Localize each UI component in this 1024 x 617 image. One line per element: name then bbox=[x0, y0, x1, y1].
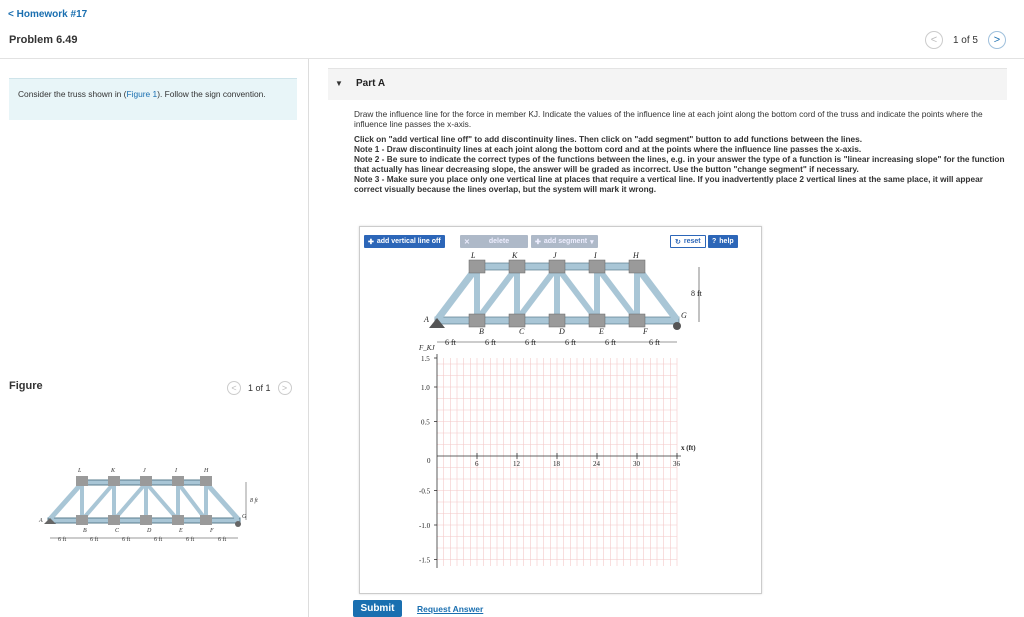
x-tick-12: 12 bbox=[513, 460, 520, 468]
submit-button[interactable]: Submit bbox=[353, 600, 402, 617]
roller-support bbox=[673, 322, 681, 330]
note-3: Note 3 - Make sure you place only one vertical line at places that require a vertical line. If you inadvertently place 2 vertical lines at the same place, it will appear correct visually because the lines overlap, but the system will mark it wrong. bbox=[354, 174, 983, 194]
figure-pager-text: 1 of 1 bbox=[248, 383, 271, 393]
part-instructions bbox=[354, 109, 1008, 194]
label-A: A bbox=[424, 315, 429, 324]
next-problem-button[interactable]: > bbox=[988, 31, 1006, 49]
intro-text-after: ). Follow the sign convention. bbox=[157, 89, 266, 99]
truss-and-graph bbox=[415, 250, 715, 575]
fig-label-E: E bbox=[179, 528, 183, 534]
part-intro-text: Draw the influence line for the force in member KJ. Indicate the values of the influence line at each joint along the bottom cord of the truss and indicate the points where the influence line passes the x-axis. bbox=[354, 109, 983, 129]
plus-icon: ✚ bbox=[535, 238, 541, 246]
part-a-header[interactable] bbox=[328, 68, 1007, 100]
span-label-2: 6 ft bbox=[485, 338, 496, 347]
x-tick-18: 18 bbox=[553, 460, 560, 468]
figure-title: Figure bbox=[9, 380, 43, 392]
next-figure-button[interactable]: > bbox=[278, 381, 292, 395]
label-J: J bbox=[553, 251, 557, 260]
fig-label-F: F bbox=[210, 528, 214, 534]
add-segment-label: add segment bbox=[543, 238, 588, 245]
part-notes bbox=[354, 134, 1008, 194]
figure-pager bbox=[227, 381, 292, 395]
fig-span-label-1: 6 ft bbox=[58, 537, 67, 543]
y-tick-1.0: 1.0 bbox=[421, 384, 430, 392]
span-label-4: 6 ft bbox=[565, 338, 576, 347]
label-H: H bbox=[633, 251, 639, 260]
x-tick-24: 24 bbox=[593, 460, 600, 468]
label-D: D bbox=[559, 327, 565, 336]
figure-roller-support bbox=[235, 521, 241, 527]
x-tick-30: 30 bbox=[633, 460, 640, 468]
note-2: Note 2 - Be sure to indicate the correct types of the functions between the lines, e.g. in your answer the type of a function is "linear increasing slope" for the function that actually has linear decreasing slope, the answer will be graded as incorrect. Use the button "change segment" if necessary. bbox=[354, 154, 1005, 174]
y-tick-1.5: 1.5 bbox=[421, 355, 430, 363]
part-a-title: Part A bbox=[356, 78, 386, 89]
fig-height-label: 8 ft bbox=[250, 498, 258, 504]
fig-label-C: C bbox=[115, 528, 120, 534]
y-tick-0: 0 bbox=[427, 457, 431, 465]
y-tick-neg1.5: -1.5 bbox=[419, 556, 431, 565]
fig-span-label-6: 6 ft bbox=[218, 537, 227, 543]
delete-label: delete bbox=[488, 238, 510, 245]
label-F: F bbox=[643, 327, 648, 336]
question-icon: ? bbox=[712, 238, 717, 245]
note-1: Note 1 - Draw discontinuity lines at each joint along the bottom cord and at the points where the influence line passes the x-axis. bbox=[354, 144, 862, 154]
fig-label-I: I bbox=[175, 468, 177, 474]
y-tick-neg1.0: -1.0 bbox=[419, 522, 431, 530]
figure-truss bbox=[36, 462, 266, 552]
reset-button[interactable] bbox=[670, 235, 706, 248]
reset-label: reset bbox=[683, 238, 701, 245]
problem-pager bbox=[925, 31, 1006, 49]
plus-icon: ✚ bbox=[368, 238, 374, 246]
fig-label-H: H bbox=[204, 468, 209, 474]
help-button[interactable] bbox=[708, 235, 738, 248]
span-label-3: 6 ft bbox=[525, 338, 536, 347]
label-I: I bbox=[594, 251, 597, 260]
span-labels bbox=[445, 338, 661, 347]
label-K: K bbox=[512, 251, 518, 260]
intro-text-before: Consider the truss shown in ( bbox=[18, 89, 127, 99]
label-B: B bbox=[479, 327, 484, 336]
fig-label-G: G bbox=[242, 514, 247, 520]
help-label: help bbox=[719, 238, 734, 245]
fig-label-J: J bbox=[143, 468, 146, 474]
y-tick-0.5: 0.5 bbox=[421, 418, 430, 427]
y-axis-label: F_KJ bbox=[419, 344, 435, 352]
x-axis-label: x (ft) bbox=[681, 444, 696, 452]
fig-label-L: L bbox=[78, 468, 82, 474]
span-label-6: 6 ft bbox=[649, 338, 660, 347]
span-label-1: 6 ft bbox=[445, 338, 456, 347]
request-answer-link[interactable]: Request Answer bbox=[417, 604, 484, 614]
fig-span-label-4: 6 ft bbox=[154, 537, 163, 543]
label-L: L bbox=[471, 251, 476, 260]
add-vertical-label: add vertical line off bbox=[376, 238, 441, 245]
x-tick-36: 36 bbox=[673, 460, 680, 468]
fig-span-label-2: 6 ft bbox=[90, 537, 99, 543]
add-vertical-line-button[interactable] bbox=[364, 235, 445, 248]
fig-span-label-3: 6 ft bbox=[122, 537, 131, 543]
reset-icon: ↻ bbox=[675, 238, 681, 246]
delete-button[interactable] bbox=[460, 235, 528, 248]
problem-intro bbox=[9, 78, 297, 120]
height-label: 8 ft bbox=[691, 289, 702, 298]
back-to-homework-link[interactable]: < Homework #17 bbox=[8, 9, 88, 20]
fig-label-D: D bbox=[147, 528, 152, 534]
prev-figure-button[interactable]: < bbox=[227, 381, 241, 395]
fig-span-label-5: 6 ft bbox=[186, 537, 195, 543]
note-click: Click on "add vertical line off" to add discontinuity lines. Then click on "add segment" button to add functions between the lines. bbox=[354, 134, 863, 144]
label-E: E bbox=[599, 327, 604, 336]
x-icon: ✕ bbox=[464, 238, 470, 246]
span-label-5: 6 ft bbox=[605, 338, 616, 347]
x-tick-6: 6 bbox=[475, 460, 479, 468]
label-C: C bbox=[519, 327, 525, 336]
chevron-down-icon: ▾ bbox=[590, 238, 594, 246]
label-G: G bbox=[681, 311, 687, 320]
collapse-caret-icon[interactable]: ▼ bbox=[335, 79, 343, 88]
add-segment-button[interactable] bbox=[531, 235, 598, 248]
fig-label-K: K bbox=[111, 468, 116, 474]
fig-label-B: B bbox=[83, 528, 87, 534]
figure-link[interactable]: Figure 1 bbox=[126, 89, 158, 99]
fig-label-A: A bbox=[39, 518, 43, 524]
prev-problem-button[interactable]: < bbox=[925, 31, 943, 49]
problem-pager-text: 1 of 5 bbox=[952, 34, 978, 46]
problem-title: Problem 6.49 bbox=[9, 34, 78, 46]
y-tick-neg0.5: -0.5 bbox=[419, 487, 431, 496]
